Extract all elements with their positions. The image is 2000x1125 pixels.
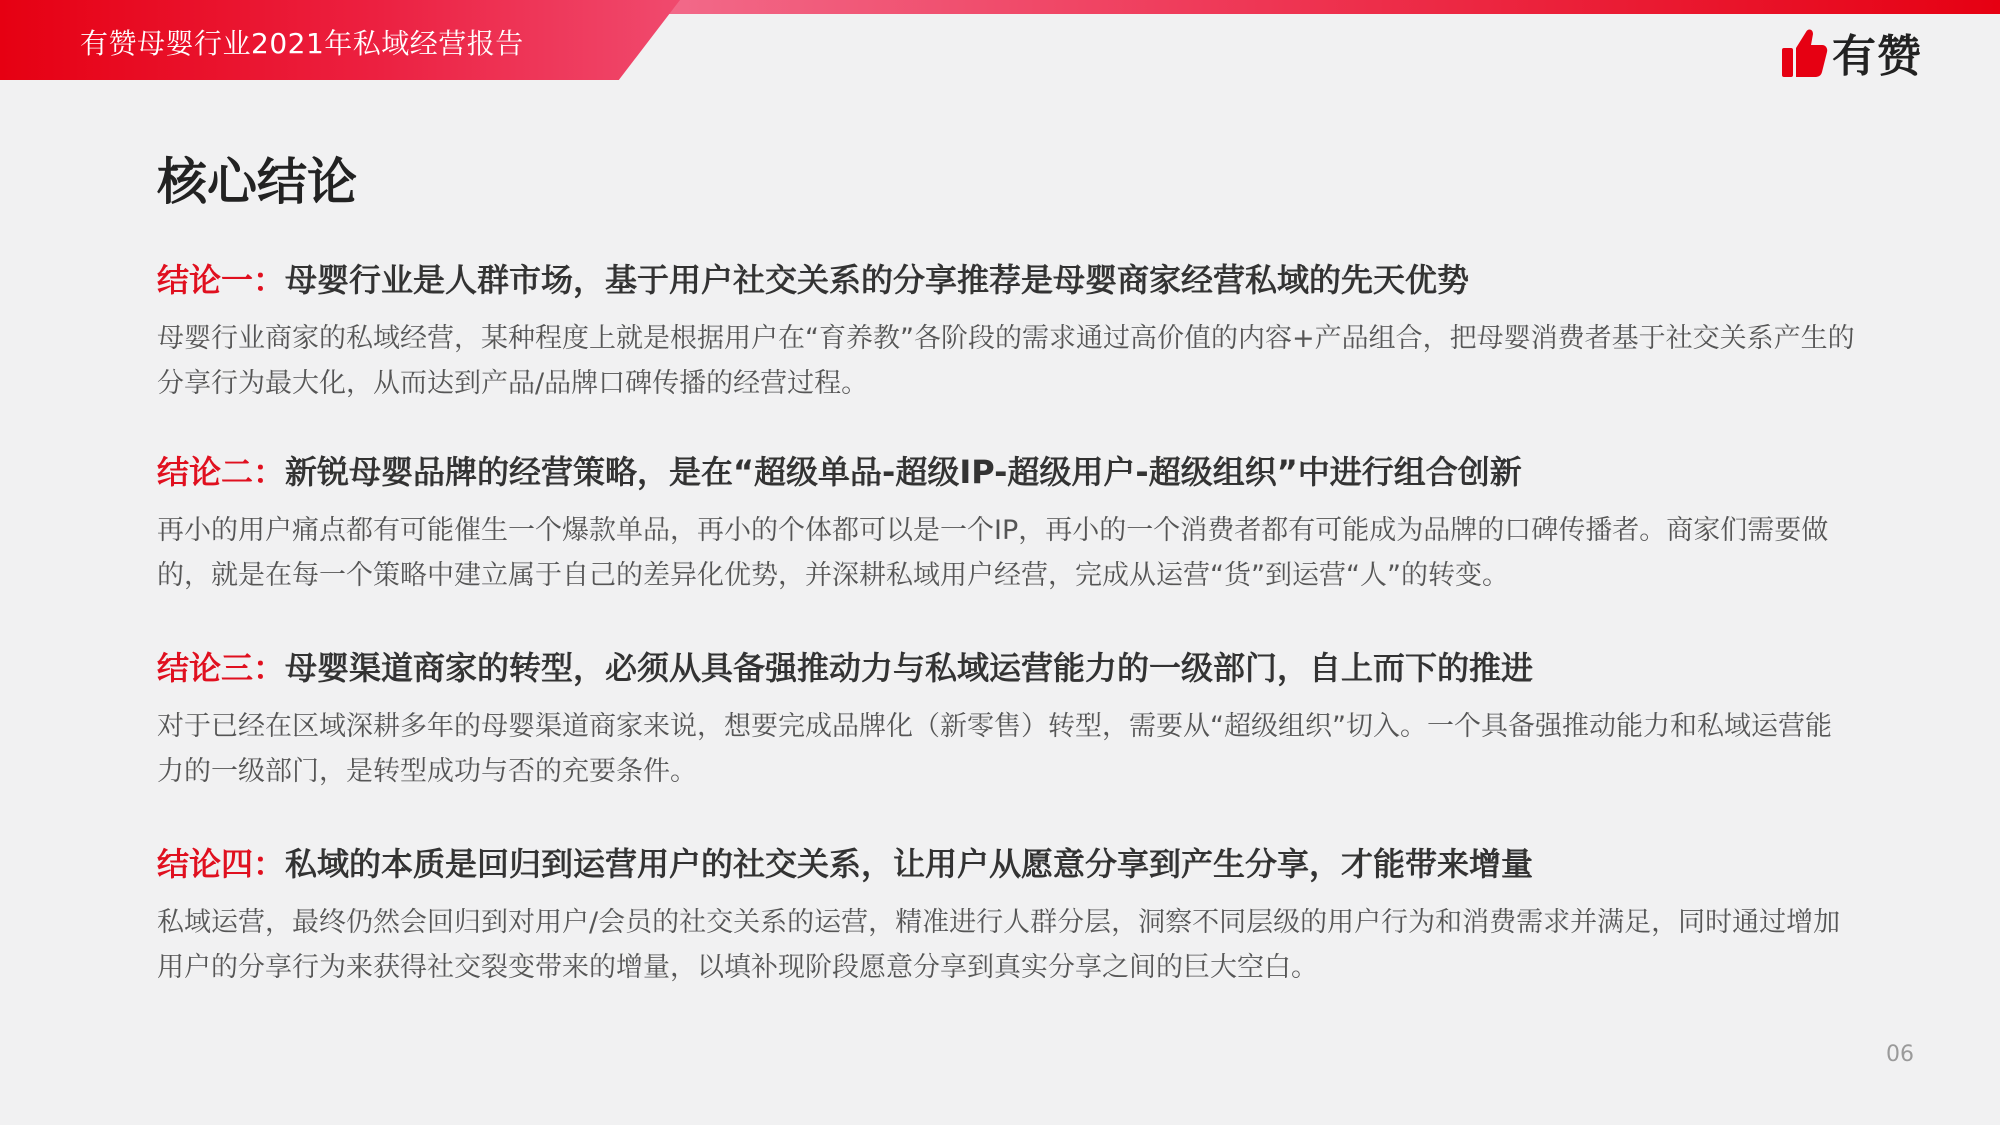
conclusion-body: 对于已经在区域深耕多年的母婴渠道商家来说，想要完成品牌化（新零售）转型，需要从“超级组织”切入。一个具备强推动能力和私域运营能力的一级部门，是转型成功与否的充要条件。: [157, 711, 1832, 787]
conclusion-title: 新锐母婴品牌的经营策略，是在“超级单品-超级IP-超级用户-超级组织”中进行组合创新: [285, 453, 1522, 491]
conclusion-heading: [157, 646, 1857, 690]
page-number: 06: [1886, 1042, 1914, 1067]
conclusion-heading: [157, 842, 1857, 886]
page-title: 核心结论: [157, 153, 357, 211]
conclusion-4: [157, 842, 1857, 990]
conclusion-title: 母婴行业是人群市场，基于用户社交关系的分享推荐是母婴商家经营私域的先天优势: [285, 261, 1470, 299]
brand-logo: [1782, 22, 1922, 82]
conclusion-3: [157, 646, 1857, 794]
report-title: 有赞母婴行业2021年私域经营报告: [80, 27, 524, 60]
header-accent-line: [660, 0, 2000, 14]
conclusion-label: 结论二：: [157, 453, 286, 491]
conclusion-1: [157, 258, 1857, 406]
conclusion-2: [157, 450, 1857, 598]
conclusion-body: 私域运营，最终仍然会回归到对用户/会员的社交关系的运营，精准进行人群分层，洞察不同层级的用户行为和消费需求并满足，同时通过增加用户的分享行为来获得社交裂变带来的增量，以填补现阶段愿意分享到真实分享之间的巨大空白。: [157, 907, 1841, 983]
brand-name: 有赞: [1832, 31, 1922, 82]
conclusion-title: 私域的本质是回归到运营用户的社交关系，让用户从愿意分享到产生分享，才能带来增量: [285, 845, 1534, 883]
conclusion-title: 母婴渠道商家的转型，必须从具备强推动力与私域运营能力的一级部门，自上而下的推进: [285, 649, 1534, 687]
conclusion-label: 结论一：: [157, 261, 286, 299]
conclusion-heading: [157, 450, 1857, 494]
conclusion-label: 结论四：: [157, 845, 286, 883]
conclusion-label: 结论三：: [157, 649, 286, 687]
conclusion-body: 再小的用户痛点都有可能催生一个爆款单品，再小的个体都可以是一个IP，再小的一个消费者都有可能成为品牌的口碑传播者。商家们需要做的，就是在每一个策略中建立属于自己的差异化优势，并深耕私域用户经营，完成从运营“货”到运营“人”的转变。: [157, 515, 1829, 591]
thumbs-up-icon: [1782, 26, 1828, 78]
conclusion-body: 母婴行业商家的私域经营，某种程度上就是根据用户在“育养教”各阶段的需求通过高价值的内容+产品组合，把母婴消费者基于社交关系产生的分享行为最大化，从而达到产品/品牌口碑传播的经营过程。: [157, 323, 1855, 399]
conclusion-heading: [157, 258, 1857, 302]
